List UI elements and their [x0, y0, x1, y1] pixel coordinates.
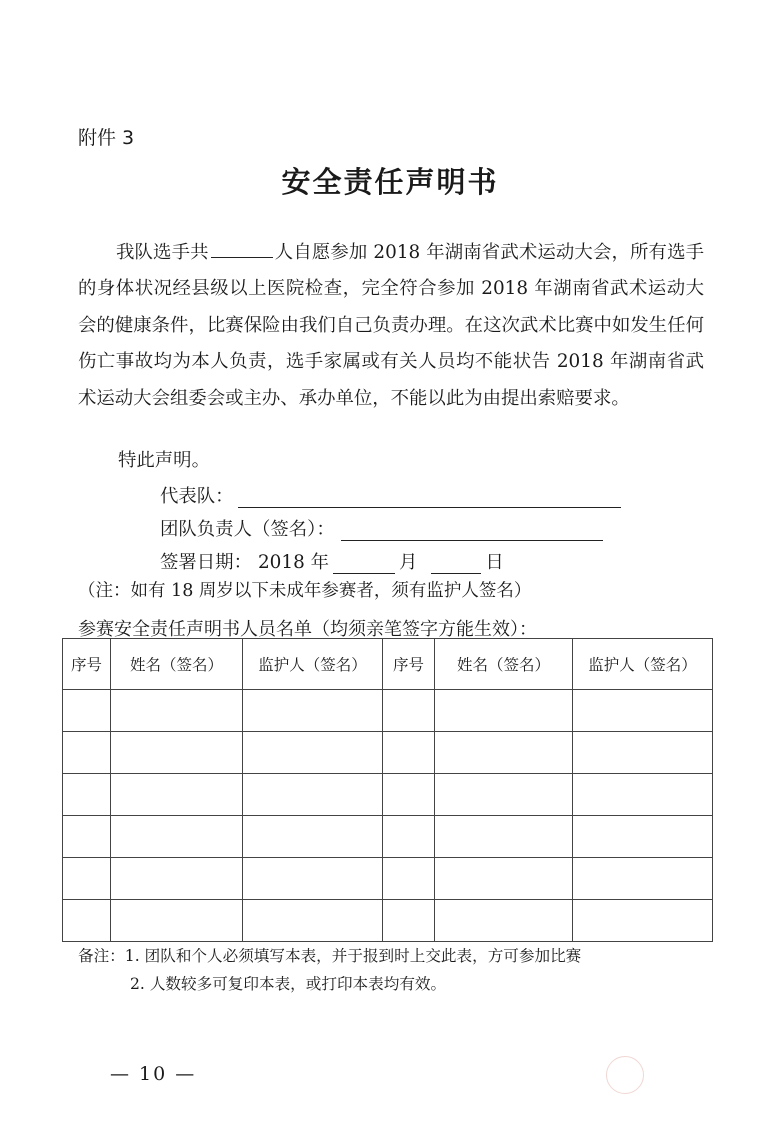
table-cell[interactable] — [63, 816, 111, 858]
date-month-label: 月 — [399, 552, 418, 573]
minor-note: （注：如有 18 周岁以下未成年参赛者，须有监护人签名） — [78, 581, 532, 601]
leader-label: 团队负责人（签名）： — [160, 519, 335, 540]
remarks-item-2: 2. 人数较多可复印本表，或打印本表均有效。 — [130, 975, 447, 993]
table-cell[interactable] — [111, 816, 243, 858]
table-cell[interactable] — [243, 816, 383, 858]
table-cell[interactable] — [243, 858, 383, 900]
table-cell[interactable] — [435, 732, 573, 774]
table-cell[interactable] — [383, 816, 435, 858]
table-header-row — [63, 639, 713, 690]
date-label: 签署日期： — [160, 552, 252, 573]
header-guardian-1: 监护人（签名） — [243, 639, 383, 690]
document-title: 安全责任声明书 — [281, 165, 499, 199]
header-seq-1: 序号 — [63, 639, 111, 690]
table-row — [63, 900, 713, 942]
date-month-blank[interactable] — [333, 553, 395, 574]
remarks-block — [78, 942, 581, 998]
closing-statement: 特此声明。 — [118, 450, 210, 471]
table-cell[interactable] — [111, 690, 243, 732]
page-number: — 10 — — [110, 1063, 197, 1085]
leader-signature-line[interactable] — [341, 520, 603, 541]
table-cell[interactable] — [383, 900, 435, 942]
table-cell[interactable] — [573, 732, 713, 774]
table-cell[interactable] — [435, 690, 573, 732]
header-name-2: 姓名（签名） — [435, 639, 573, 690]
table-cell[interactable] — [111, 858, 243, 900]
table-cell[interactable] — [63, 732, 111, 774]
paragraph-segment-1: 我队选手共 — [116, 242, 209, 263]
table-cell[interactable] — [243, 774, 383, 816]
remarks-label: 备注： — [78, 947, 125, 965]
table-cell[interactable] — [243, 900, 383, 942]
team-label: 代表队： — [160, 486, 234, 507]
declaration-paragraph — [78, 235, 704, 417]
header-name-1: 姓名（签名） — [111, 639, 243, 690]
table-cell[interactable] — [63, 690, 111, 732]
table-cell[interactable] — [435, 858, 573, 900]
header-guardian-2: 监护人（签名） — [573, 639, 713, 690]
table-cell[interactable] — [111, 732, 243, 774]
table-row — [63, 774, 713, 816]
date-year: 2018 年 — [257, 552, 330, 573]
paragraph-segment-2: 人自愿参加 2018 年湖南省武术运动大会，所有选手的身体状况经县级以上医院检查，完全符合参加 2018 年湖南省武术运动大会的健康条件，比赛保险由我们自己负责办理。在这次武术比赛中如发生任何伤亡事故均为本人负责，选手家属或有关人员均不能状告 2018 年湖南省武术运动大会组委会或主办、承办单位，不能以此为由提出索赔要求。 — [78, 242, 704, 409]
table-cell[interactable] — [435, 774, 573, 816]
remarks-row-1 — [78, 942, 581, 970]
signature-table — [62, 638, 713, 942]
team-input-line[interactable] — [238, 487, 621, 508]
table-cell[interactable] — [111, 774, 243, 816]
table-cell[interactable] — [573, 774, 713, 816]
table-cell[interactable] — [63, 900, 111, 942]
table-cell[interactable] — [383, 732, 435, 774]
table-cell[interactable] — [573, 816, 713, 858]
table-cell[interactable] — [573, 690, 713, 732]
table-row — [63, 732, 713, 774]
leader-field — [160, 515, 603, 541]
table-cell[interactable] — [573, 900, 713, 942]
header-seq-2: 序号 — [383, 639, 435, 690]
date-day-label: 日 — [485, 552, 504, 573]
remarks-item-1: 1. 团队和个人必须填写本表，并于报到时上交此表，方可参加比赛 — [124, 947, 582, 965]
faint-seal-mark — [606, 1056, 644, 1094]
table-cell[interactable] — [435, 900, 573, 942]
table-cell[interactable] — [63, 774, 111, 816]
signatory-list-title: 参赛安全责任声明书人员名单（均须亲笔签字方能生效）： — [78, 619, 537, 640]
date-day-blank[interactable] — [431, 553, 481, 574]
table-cell[interactable] — [383, 774, 435, 816]
table-row — [63, 816, 713, 858]
table-cell[interactable] — [435, 816, 573, 858]
remarks-row-2 — [78, 970, 581, 998]
table-cell[interactable] — [111, 900, 243, 942]
table-row — [63, 858, 713, 900]
table-cell[interactable] — [573, 858, 713, 900]
player-count-blank[interactable] — [211, 239, 273, 258]
table-cell[interactable] — [243, 732, 383, 774]
table-cell[interactable] — [383, 690, 435, 732]
date-field — [160, 548, 504, 574]
table-row — [63, 690, 713, 732]
attachment-label: 附件 3 — [78, 127, 135, 149]
table-cell[interactable] — [243, 690, 383, 732]
team-field — [160, 482, 621, 508]
table-cell[interactable] — [63, 858, 111, 900]
table-cell[interactable] — [383, 858, 435, 900]
